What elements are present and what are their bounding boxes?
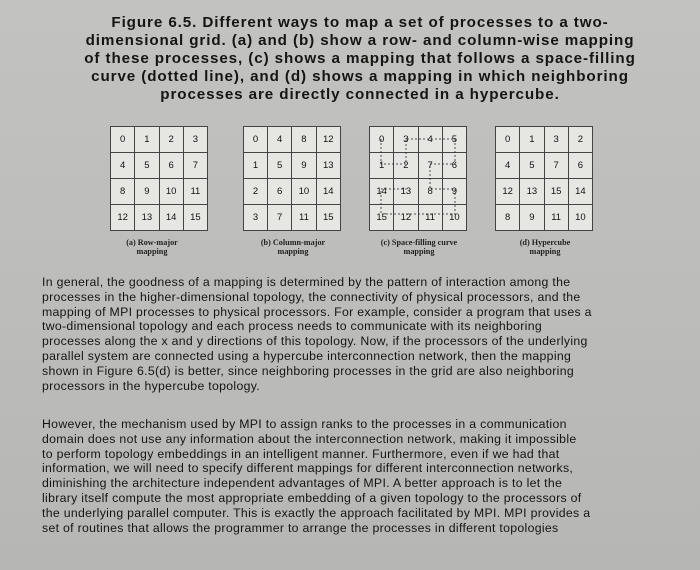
grid-cell: 2 (568, 127, 592, 153)
grid-cell: 12 (111, 205, 135, 231)
grid-cell: 6 (568, 153, 592, 179)
subfigure-label-line: mapping (277, 247, 309, 256)
grid-cell: 10 (568, 205, 592, 231)
subfigure-label-b (238, 238, 348, 256)
grid-cell: 12 (316, 127, 340, 153)
grid-cell: 0 (244, 127, 268, 153)
grid-cell: 15 (370, 205, 394, 231)
caption-line: of these processes, (c) shows a mapping that follows a space-filling (84, 50, 636, 67)
grid-cell: 8 (418, 179, 442, 205)
grid-cell: 3 (394, 127, 418, 153)
grid-cell: 15 (316, 205, 340, 231)
grid-cell: 8 (292, 127, 316, 153)
grid-cell: 7 (183, 153, 207, 179)
grid-cell: 10 (442, 205, 466, 231)
grid-cell: 15 (544, 179, 568, 205)
grid-column-major (243, 126, 341, 231)
figure-caption (40, 14, 680, 104)
grid-cell: 1 (370, 153, 394, 179)
grid-cell: 14 (370, 179, 394, 205)
grid-cell: 7 (418, 153, 442, 179)
caption-line: dimensional grid. (a) and (b) show a row- and column-wise mapping (85, 32, 635, 49)
text-line: domain does not use any information about the interconnection network, making it impossible (42, 431, 577, 446)
text-line: the underlying parallel computer. This is exactly the approach facilitated by MPI. MPI provides a (42, 505, 591, 520)
grid-cell: 11 (292, 205, 316, 231)
subfigure-label-line: (c) Space-filling curve (380, 238, 458, 247)
grid-cell: 8 (111, 179, 135, 205)
grid-cell: 15 (183, 205, 207, 231)
grid-cell: 10 (159, 179, 183, 205)
subfigure-label-line: (d) Hypercube (519, 238, 571, 247)
grid-hypercube (495, 126, 593, 231)
text-line: processes in the higher-dimensional topology, the connectivity of physical processors, and the (42, 289, 581, 304)
subfigure-label-line: mapping (136, 247, 168, 256)
grid-cell: 6 (159, 153, 183, 179)
grid-cell: 12 (496, 179, 520, 205)
subfigure-label-d (490, 238, 600, 256)
grid-cell: 13 (394, 179, 418, 205)
grid-row-major (110, 126, 208, 231)
subfigure-label-line: (b) Column-major (260, 238, 326, 247)
text-line: processes along the x and y directions of this topology. Now, if the processors of the underlying (42, 334, 588, 349)
grid-cell: 8 (496, 205, 520, 231)
subfigure-label-line: (a) Row-major (126, 238, 178, 247)
space-filling-curve-path (369, 126, 467, 230)
subfigure-label-line: mapping (529, 247, 561, 256)
grid-cell: 0 (370, 127, 394, 153)
grid-cell: 13 (520, 179, 544, 205)
caption-line: processes are directly connected in a hypercube. (160, 86, 560, 103)
grid-cell: 4 (111, 153, 135, 179)
subfigure-label-a (104, 238, 200, 256)
grid-cell: 5 (520, 153, 544, 179)
grid-cell: 11 (418, 205, 442, 231)
subfigure-label-c (364, 238, 474, 256)
grid-cell: 9 (135, 179, 159, 205)
grid-cell: 14 (159, 205, 183, 231)
grid-cell: 9 (292, 153, 316, 179)
text-line: However, the mechanism used by MPI to assign ranks to the processes in a communication (42, 417, 567, 431)
grid-cell: 2 (244, 179, 268, 205)
grid-cell: 14 (568, 179, 592, 205)
grid-cell: 4 (496, 153, 520, 179)
grid-cell: 6 (442, 153, 466, 179)
text-line: shown in Figure 6.5(d) is better, since neighboring processes in the grid are also neighboring (42, 363, 574, 378)
grid-cell: 3 (244, 205, 268, 231)
text-line: processors in the hypercube topology. (42, 378, 260, 393)
text-line: diminishing the architecture independent advantages of MPI. A better approach is to let the (42, 476, 563, 491)
grid-cell: 10 (292, 179, 316, 205)
grid-cell: 1 (135, 127, 159, 153)
grid-cell: 4 (268, 127, 292, 153)
grid-cell: 4 (418, 127, 442, 153)
body-paragraph-1 (42, 275, 674, 393)
subfigure-label-line: mapping (403, 247, 435, 256)
grid-cell: 12 (394, 205, 418, 231)
text-line: library itself compute the most appropriate embedding of a given topology to the processors of (42, 490, 582, 505)
grid-cell: 11 (544, 205, 568, 231)
text-line: set of routines that allows the programmer to arrange the processes in different topologies (42, 520, 559, 535)
grid-cell: 3 (544, 127, 568, 153)
grid-cell: 7 (544, 153, 568, 179)
grid-cell: 9 (520, 205, 544, 231)
grid-cell: 13 (135, 205, 159, 231)
text-line: parallel system are connected using a hypercube interconnection network, then the mapping (42, 348, 572, 363)
caption-line: curve (dotted line), and (d) shows a mapping in which neighboring (91, 68, 629, 85)
grid-cell: 5 (442, 127, 466, 153)
grid-cell: 2 (394, 153, 418, 179)
text-line: two-dimensional topology and each process needs to communicate with its neighboring (42, 319, 542, 334)
grid-cell: 6 (268, 179, 292, 205)
grid-cell: 14 (316, 179, 340, 205)
grid-cell: 3 (183, 127, 207, 153)
grid-cell: 1 (520, 127, 544, 153)
text-line: information, we will need to specify different mappings for different interconnection networks, (42, 461, 574, 476)
grid-cell: 0 (496, 127, 520, 153)
caption-line: Figure 6.5. Different ways to map a set of processes to a two- (111, 14, 609, 31)
grid-cell: 13 (316, 153, 340, 179)
grid-cell: 7 (268, 205, 292, 231)
text-line: In general, the goodness of a mapping is determined by the pattern of interaction among the (42, 275, 571, 289)
grid-cell: 1 (244, 153, 268, 179)
grid-cell: 0 (111, 127, 135, 153)
grid-cell: 5 (135, 153, 159, 179)
text-line: mapping of MPI processes to physical processors. For example, consider a program that uses a (42, 304, 592, 319)
grid-cell: 2 (159, 127, 183, 153)
body-paragraph-2 (42, 417, 674, 535)
grid-cell: 9 (442, 179, 466, 205)
grid-cell: 5 (268, 153, 292, 179)
text-line: to perform topology embeddings in an intelligent manner. Furthermore, even if we had that (42, 446, 560, 461)
grid-cell: 11 (183, 179, 207, 205)
